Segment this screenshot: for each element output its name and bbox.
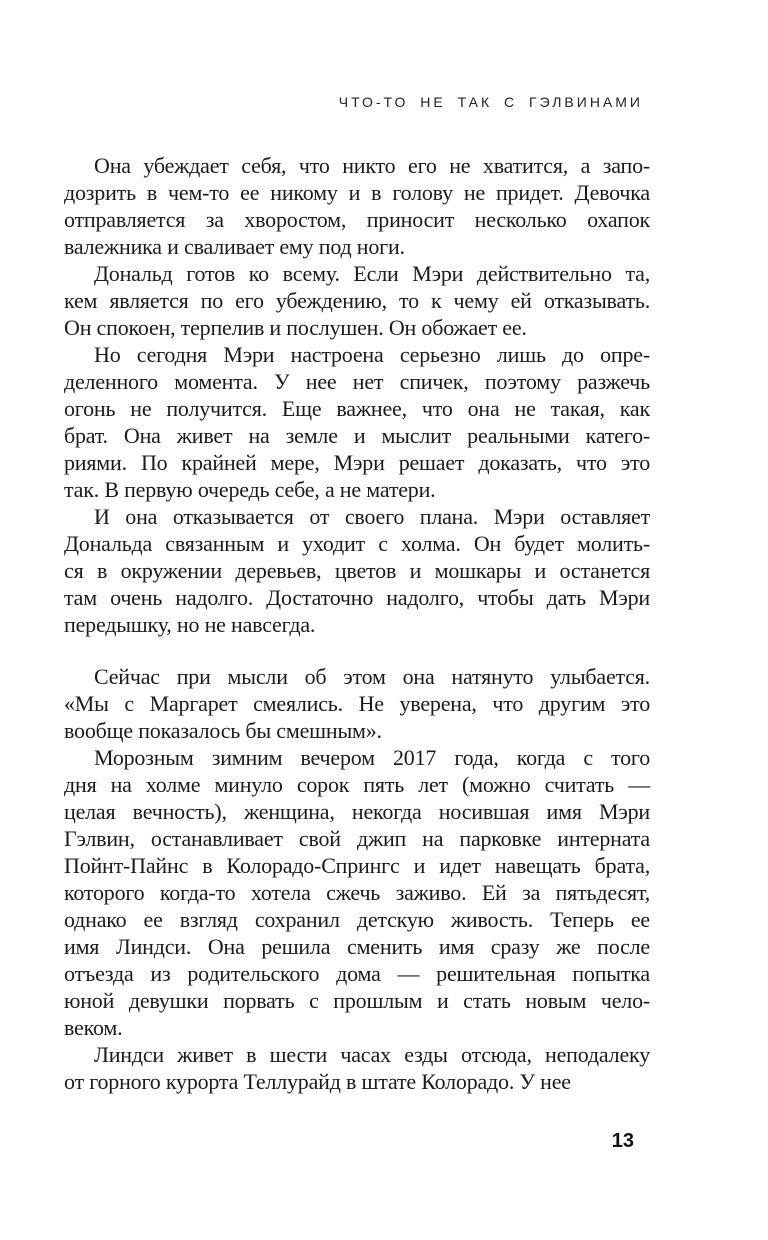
text-line: дозрить в чем-то ее никому и в голову не придет. Девочка [64, 180, 650, 205]
text-line: И она отказывается от своего плана. Мэри оставляет [94, 504, 650, 529]
text-line: веком. [64, 1015, 123, 1040]
text-line: имя Линдси. Она решила сменить имя сразу же после [64, 934, 650, 959]
text-line: там очень надолго. Достаточно надолго, чтобы дать Мэри [64, 585, 650, 610]
text-line: Дональда связанным и уходит с холма. Он будет молить- [64, 531, 650, 556]
text-line: риями. По крайней мере, Мэри решает доказать, что это [64, 450, 650, 475]
text-line: Пойнт-Пайнс в Колорадо-Спрингс и идет навещать брата, [64, 853, 650, 878]
page-number: 13 [611, 1130, 634, 1152]
text-line: передышку, но не навсегда. [64, 612, 316, 637]
text-line: Но сегодня Мэри настроена серьезно лишь до опре- [94, 342, 650, 367]
text-line: юной девушки порвать с прошлым и стать новым чело- [64, 988, 650, 1013]
text-line: деленного момента. У нее нет спичек, поэтому разжечь [64, 369, 650, 394]
text-line: брат. Она живет на земле и мыслит реальными катего- [64, 423, 650, 448]
body-text [64, 152, 650, 1095]
paragraph [64, 341, 650, 503]
text-line: так. В первую очередь себе, а не матери. [64, 477, 436, 502]
running-header: ЧТО-ТО НЕ ТАК С ГЭЛВИНАМИ [338, 94, 643, 110]
text-line: валежника и сваливает ему под ноги. [64, 234, 405, 259]
text-line: отправляется за хворостом, приносит несколько охапок [64, 207, 650, 232]
text-line: которого когда-то хотела сжечь заживо. Ей за пятьдесят, [64, 880, 650, 905]
text-line: Она убеждает себя, что никто его не хватится, а запо- [94, 153, 650, 178]
paragraph [64, 1041, 650, 1095]
text-line: целая вечность), женщина, некогда носившая имя Мэри [64, 799, 650, 824]
text-line: дня на холме минуло сорок пять лет (можно считать — [64, 772, 650, 797]
paragraph [64, 663, 650, 744]
text-line: Морозным зимним вечером 2017 года, когда с того [94, 745, 650, 770]
text-line: вообще показалось бы смешным». [64, 718, 382, 743]
paragraph [64, 503, 650, 638]
text-line: однако ее взгляд сохранил детскую живость. Теперь ее [64, 907, 650, 932]
text-line: Он спокоен, терпелив и послушен. Он обожает ее. [64, 315, 527, 340]
paragraph [64, 152, 650, 260]
text-line: Гэлвин, останавливает свой джип на парковке интерната [64, 826, 650, 851]
text-line: ся в окружении деревьев, цветов и мошкары и останется [64, 558, 650, 583]
text-line: Сейчас при мысли об этом она натянуто улыбается. [94, 664, 650, 689]
text-line: от горного курорта Теллурайд в штате Колорадо. У нее [64, 1069, 571, 1094]
text-line: «Мы с Маргарет смеялись. Не уверена, что другим это [64, 691, 650, 716]
paragraph [64, 260, 650, 341]
paragraph [64, 744, 650, 1041]
text-line: огонь не получится. Еще важнее, что она не такая, как [64, 396, 650, 421]
text-line: кем является по его убеждению, то к чему ей отказывать. [64, 288, 650, 313]
text-line: Дональд готов ко всему. Если Мэри действительно та, [94, 261, 650, 286]
text-line: Линдси живет в шести часах езды отсюда, неподалеку [94, 1042, 650, 1067]
text-line: отъезда из родительского дома — решительная попытка [64, 961, 650, 986]
